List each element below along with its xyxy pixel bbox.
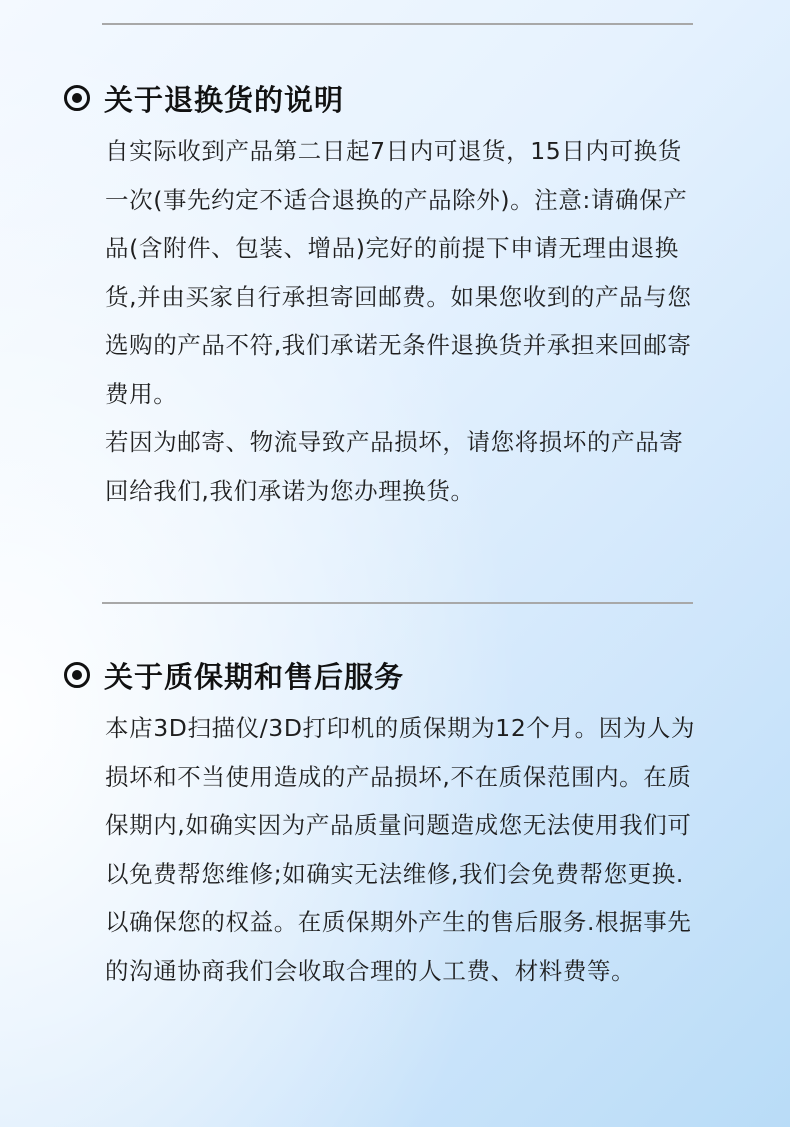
warranty-paragraph: 本店3D扫描仪/3D打印机的质保期为12个月。因为人为损坏和不当使用造成的产品损坏,不在质保范围内。在质保期内,如确实因为产品质量问题造成您无法使用我们可以免费帮您维修;如确实无法维修,我们会免费帮您更换.以确保您的权益。在质保期外产生的售后服务.根据事先的沟通协商我们会收取合理的人工费、材料费等。 xyxy=(105,714,696,985)
returns-paragraph-policy: 自实际收到产品第二日起7日内可退货，15日内可换货一次(事先约定不适合退换的产品除外)。注意:请确保产品(含附件、包装、增品)完好的前提下申请无理由退换货,并由买家自行承担寄回邮费。如果您收到的产品与您选购的产品不符,我们承诺无条件退换货并承担来回邮寄费用。 xyxy=(105,137,692,408)
returns-body xyxy=(105,127,697,515)
returns-title: 关于退换货的说明 xyxy=(104,82,345,117)
warranty-title: 关于质保期和售后服务 xyxy=(104,659,405,694)
radio-bullet-icon xyxy=(64,662,90,688)
section-divider-middle xyxy=(102,602,693,604)
section-divider-top xyxy=(102,23,693,25)
radio-bullet-icon xyxy=(64,85,90,111)
warranty-heading xyxy=(64,652,404,698)
returns-heading xyxy=(64,75,344,121)
warranty-body xyxy=(105,704,697,995)
returns-paragraph-damage: 若因为邮寄、物流导致产品损坏，请您将损坏的产品寄回给我们,我们承诺为您办理换货。 xyxy=(105,428,684,505)
